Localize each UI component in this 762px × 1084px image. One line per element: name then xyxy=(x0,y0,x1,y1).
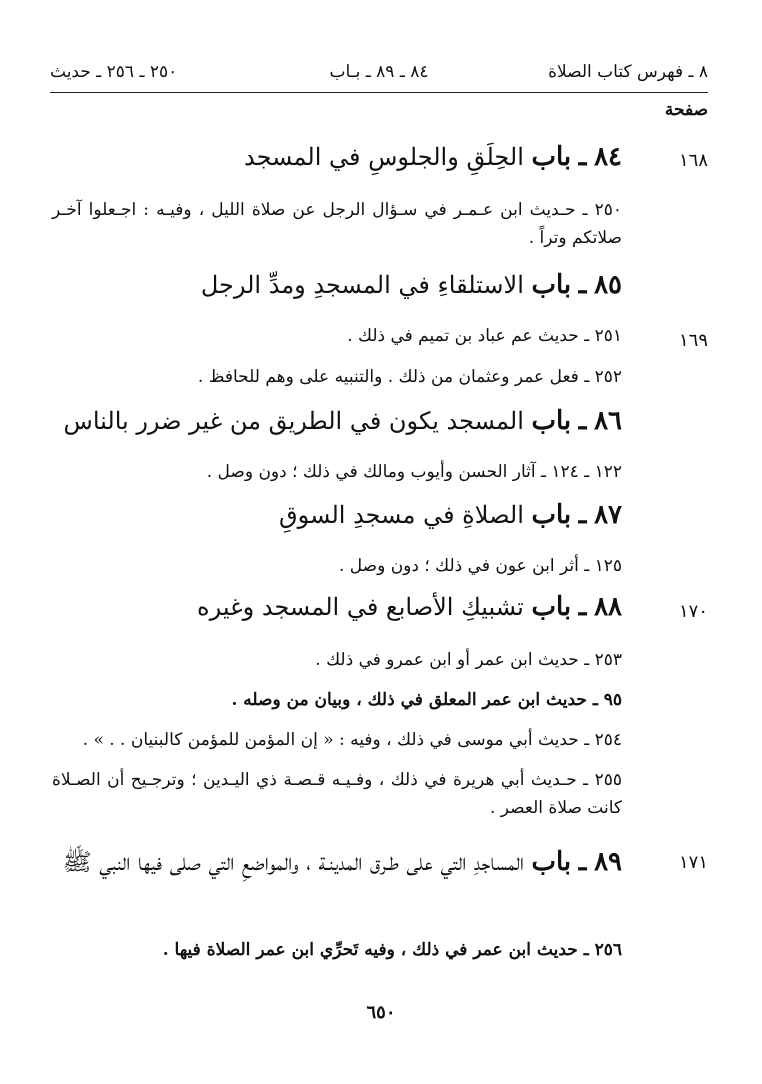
section-number: ٨٤ xyxy=(594,142,622,172)
header-divider xyxy=(50,92,708,93)
section-dash: ـ xyxy=(578,270,587,300)
index-item: ٢٥٣ ـ حديث ابن عمر أو ابن عمرو في ذلك . xyxy=(315,650,622,670)
section-keyword: باب xyxy=(531,406,572,436)
index-item: ١٢٥ ـ أثر ابن عون في ذلك ؛ دون وصل . xyxy=(338,556,622,576)
section-number: ٨٩ xyxy=(594,847,622,877)
index-item: ٩٥ ـ حديث ابن عمر المعلق في ذلك ، وبيان من وصله . xyxy=(231,690,622,710)
section-keyword: باب xyxy=(531,592,572,622)
section-heading xyxy=(52,842,622,882)
section-heading xyxy=(244,142,622,172)
section-number: ٨٨ xyxy=(594,592,622,622)
section-heading xyxy=(201,270,622,300)
header-chapter: ٨ ـ فهرس كتاب الصلاة xyxy=(548,62,708,82)
section-dash: ـ xyxy=(578,847,587,877)
section-title: الصلاةِ في مسجدِ السوقِ xyxy=(279,501,524,529)
index-item: ١٢٢ ـ ١٢٤ ـ آثار الحسن وأيوب ومالك في ذلك ؛ دون وصل . xyxy=(206,462,622,482)
section-number: ٨٥ xyxy=(594,270,622,300)
section-heading xyxy=(279,500,622,530)
section-keyword: باب xyxy=(531,847,572,877)
page-number: ٦٥٠ xyxy=(366,1002,396,1023)
section-keyword: باب xyxy=(531,270,572,300)
index-item: ٢٥٠ ـ حـديث ابن عـمـر في سـؤال الرجل عن صلاة الليل ، وفيـه : اجـعلوا آخـر صلاتكم وتراً . xyxy=(52,200,622,248)
index-item: ٢٥٦ ـ حديث ابن عمر في ذلك ، وفيه تَحرِّي ابن عمر الصلاة فيها . xyxy=(162,940,622,960)
page-column-label: صفحة xyxy=(664,100,708,120)
section-page-number: ١٧١ xyxy=(678,852,708,873)
section-number: ٨٧ xyxy=(594,500,622,530)
header-section-range: ٨٤ ـ ٨٩ ـ بـاب xyxy=(329,62,429,82)
section-dash: ـ xyxy=(578,500,587,530)
section-keyword: باب xyxy=(531,142,572,172)
item-page-number: ١٦٩ xyxy=(678,330,708,351)
section-title: الحِلَقِ والجلوسِ في المسجد xyxy=(244,143,524,171)
section-dash: ـ xyxy=(578,142,587,172)
section-heading xyxy=(197,592,622,622)
section-dash: ـ xyxy=(578,592,587,622)
section-heading xyxy=(64,406,622,436)
section-title: الاستلقاءِ في المسجدِ ومدِّ الرجل xyxy=(200,271,524,299)
section-title: تشبيكِ الأصابع في المسجد وغيره xyxy=(197,593,524,621)
section-dash: ـ xyxy=(578,406,587,436)
section-number: ٨٦ xyxy=(594,406,622,436)
index-item: ٢٥٥ ـ حـديث أبي هريرة في ذلك ، وفـيـه قـصـة ذي اليـدين ؛ وترجـيح أن الصـلاة كانت صلاة العصر . xyxy=(52,770,622,818)
section-page-number: ١٧٠ xyxy=(678,601,708,622)
section-keyword: باب xyxy=(531,500,572,530)
section-page-number: ١٦٨ xyxy=(678,150,708,171)
section-title: المسجد يكون في الطريق من غير ضرر بالناس xyxy=(63,407,524,435)
index-item: ٢٥٢ ـ فعل عمر وعثمان من ذلك . والتنبيه على وهم للحافظ . xyxy=(197,367,622,387)
index-item: ٢٥٤ ـ حديث أبي موسى في ذلك ، وفيه : « إن المؤمن للمؤمن كالبنيان . . » . xyxy=(82,730,622,750)
running-header xyxy=(50,62,708,90)
header-hadith-range: ٢٥٠ ـ ٢٥٦ ـ حديث xyxy=(50,62,178,82)
index-item: ٢٥١ ـ حديث عم عباد بن تميم في ذلك . xyxy=(347,326,622,346)
section-title: المساجدِ التي على طـرق المدينـة ، والمواضعِ التي صلى فيها النبي ﷺ xyxy=(62,848,524,876)
